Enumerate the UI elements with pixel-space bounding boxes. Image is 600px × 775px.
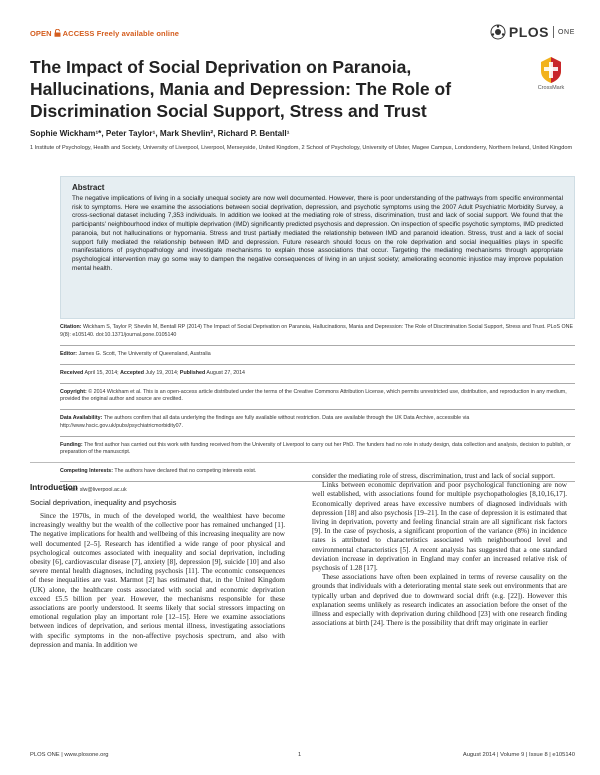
abstract-heading: Abstract xyxy=(72,183,105,192)
editor-label: Editor: xyxy=(60,350,78,357)
crossmark-badge[interactable] xyxy=(524,56,578,91)
meta-divider xyxy=(60,383,575,384)
editor-text: James G. Scott, The University of Queensland, Australia xyxy=(78,350,211,357)
citation-row xyxy=(60,324,575,339)
body-paragraph: consider the mediating role of stress, discrimination, trust and lack of social support. xyxy=(312,472,555,480)
published-label: Published xyxy=(179,369,206,376)
competing-interests-text: The authors have declared that no competing interests exist. xyxy=(114,468,257,474)
logo-divider xyxy=(553,26,554,38)
data-availability-row xyxy=(60,415,575,430)
subsection-heading: Social deprivation, inequality and psychosis xyxy=(30,498,177,507)
abstract-text: The negative implications of living in a socially unequal society are now well documented. However, there is poor understanding of the pathways from specific environmental risk to symptoms. Here we examine the associations between social deprivation, depression, and psychotic symptoms using the 2007 Adult Psychiatric Morbidity Survey, a cross-sectional dataset including 7,353 individuals. In addition we looked at the mediating role of stress, discrimination, trust and lack of social support. We found that the participants' neighbourhood index of multiple deprivation (IMD) significantly predicted psychosis and depression. On inspection of specific psychotic symptoms, IMD predicted paranoia, but not hallucinations or hypomania. Stress and trust partially mediated the relationship between IMD and paranoid ideation. Stress, trust and a lack of social support fully mediated the relationship between IMD and depression. Future research should focus on the role deprivation and social inequalities plays in specific manifestations of psychopathology and investigate mechanisms to explain those associations that occur. Targeting the mediating mechanisms through appropriate psychological intervention may go some way to dampen the negative consequences of living in an unjust society; ameliorating economic injustice may improve population mental health. xyxy=(72,195,563,272)
funding-text: The first author has carried out this work with funding received from the University of Liverpool to carry out her PhD. The funders had no role in study design, data collection and analysis, decision to publish, or preparation of the manuscript. xyxy=(60,441,571,455)
open-lock-icon xyxy=(54,29,61,37)
footer-journal: PLOS ONE | www.plosone.org xyxy=(30,752,109,758)
dates-row xyxy=(60,370,575,378)
right-column xyxy=(312,472,567,628)
affiliations: 1 Institute of Psychology, Health and Society, University of Liverpool, Liverpool, Merseyside, United Kingdom, 2 School of Psychology, University of Ulster, Magee Campus, Londonderry, Northern Ireland, United Kingdom xyxy=(30,145,573,151)
body-paragraph: Since the 1970s, in much of the developed world, the wealthiest have become increasingly wealthy but the wealth of the collective poor has remained unchanged [1]. The negative implications for health and wellbeing of this increasing inequality are now well documented [2–5]. Research has identified a wide range of poor physical and psychological outcomes associated with inequality and social deprivation, including obesity [6], cardiovascular disease [7], anxiety [8], depression [9], suicide [10] and also severe mental health diagnoses, including psychosis [11]. The economic consequences of these inequalities are vast. Marmot [2] has estimated that, in the United Kingdom (UK) alone, the healthcare costs associated with social and economic deprivation exceed £5.5 billion per year. However, the mechanisms responsible for these associations are poorly understood. It seems likely that social stressors impacting on emotional regulation play an important role [12–15]. Here we examine associations between indices of deprivation, and serious mental illness, investigating associations with specific symptoms in the non-affective psychosis spectrum, and also with depression and mania. In addition we xyxy=(30,512,285,649)
editor-row xyxy=(60,351,575,359)
accepted-label: Accepted xyxy=(120,369,144,376)
meta-divider xyxy=(60,364,575,365)
page-number: 1 xyxy=(298,752,302,758)
data-availability-text: The authors confirm that all data underlying the findings are fully available without restriction. Data are available through the UK Data Archive, accessible via http://www.hscic.gov.uk/pubs/psychiatricmorbidity07. xyxy=(60,415,470,429)
citation-label: Citation: xyxy=(60,324,82,330)
left-column xyxy=(30,483,285,650)
article-title: The Impact of Social Deprivation on Paranoia, Hallucinations, Mania and Depression: The Role of Discrimination Social Support, Stress and Trust xyxy=(30,57,452,121)
freely-available-label: ACCESS Freely available online xyxy=(62,29,180,38)
meta-divider xyxy=(60,409,575,410)
plos-logo-icon xyxy=(490,24,506,40)
accepted-date: July 19, 2014; xyxy=(145,369,179,376)
abstract-box xyxy=(60,176,575,319)
author-list: Sophie Wickham¹*, Peter Taylor¹, Mark Shevlin², Richard P. Bentall¹ xyxy=(30,129,290,138)
journal-suffix: ONE xyxy=(558,28,575,36)
funding-row xyxy=(60,442,575,457)
copyright-row xyxy=(60,389,575,404)
journal-name: PLOS xyxy=(508,24,550,40)
data-availability-label: Data Availability: xyxy=(60,415,103,421)
copyright-text: © 2014 Wickham et al. This is an open-access article distributed under the terms of the Creative Commons Attribution License, which permits unrestricted use, distribution, and reproduction in any medium, provided the original author and source are credited. xyxy=(60,388,567,402)
meta-divider xyxy=(60,436,575,437)
received-label: Received xyxy=(60,369,84,376)
crossmark-icon xyxy=(538,56,564,84)
open-access-label: OPEN xyxy=(30,29,52,38)
plos-one-logo xyxy=(490,24,575,40)
journal-header xyxy=(30,24,575,46)
copyright-label: Copyright: xyxy=(60,388,87,395)
section-heading: Introduction xyxy=(30,483,78,492)
footer-issue: August 2014 | Volume 9 | Issue 8 | e105140 xyxy=(462,752,575,758)
meta-divider xyxy=(60,345,575,346)
corresponding-email: * Email: slw@liverpool.ac.uk xyxy=(60,487,127,493)
funding-label: Funding: xyxy=(60,441,83,448)
received-date: April 15, 2014; xyxy=(84,369,119,376)
published-date: August 27, 2014 xyxy=(206,369,245,376)
citation-text: Wickham S, Taylor P, Shevlin M, Bentall RP (2014) The Impact of Social Deprivation on Paranoia, Hallucinations, Mania and Depression: The Role of Discrimination Social Support, Stress and Trust. PLoS ONE 9(8): e105140. doi:10.1371/journal.pone.0105140 xyxy=(60,324,573,338)
open-access-badge xyxy=(30,29,179,38)
body-divider xyxy=(30,462,575,463)
body-paragraph: Links between economic deprivation and poor psychological functioning are now well established, with associations found for multiple psychopathologies [8,10,16,17]. Economically deprived areas have excessive numbers of diagnosed individuals with depression [18] and also psychosis [19–21]. In the case of depression it is estimated that living in deprivation, poverty and feeling financial strain are all significant risk factors [9]. In the case of psychosis, a significant proportion of the variance (8%) in incidence rates is attributed to characteristics associated with neighbourhood level and environmental characteristics [5]. A recent analysis has suggested that a one standard deviation increase in deprivation in England may confer an increased relative risk of psychosis of 1.28 [17]. xyxy=(312,481,567,573)
body-paragraph: These associations have often been explained in terms of reverse causality on the grounds that individuals with a deteriorating mental state seek out environments that are typically urban and deprived due to downward social drift (e.g. [22]). However this explanation seems unlikely as research indicates an association before the onset of the illness and especially with deprivation during childhood [23] with one research finding associations at birth [24]. There is the possibility that drift may originate in earlier xyxy=(312,573,567,628)
crossmark-label: CrossMark xyxy=(537,85,565,91)
competing-interests-label: Competing Interests: xyxy=(60,468,113,474)
